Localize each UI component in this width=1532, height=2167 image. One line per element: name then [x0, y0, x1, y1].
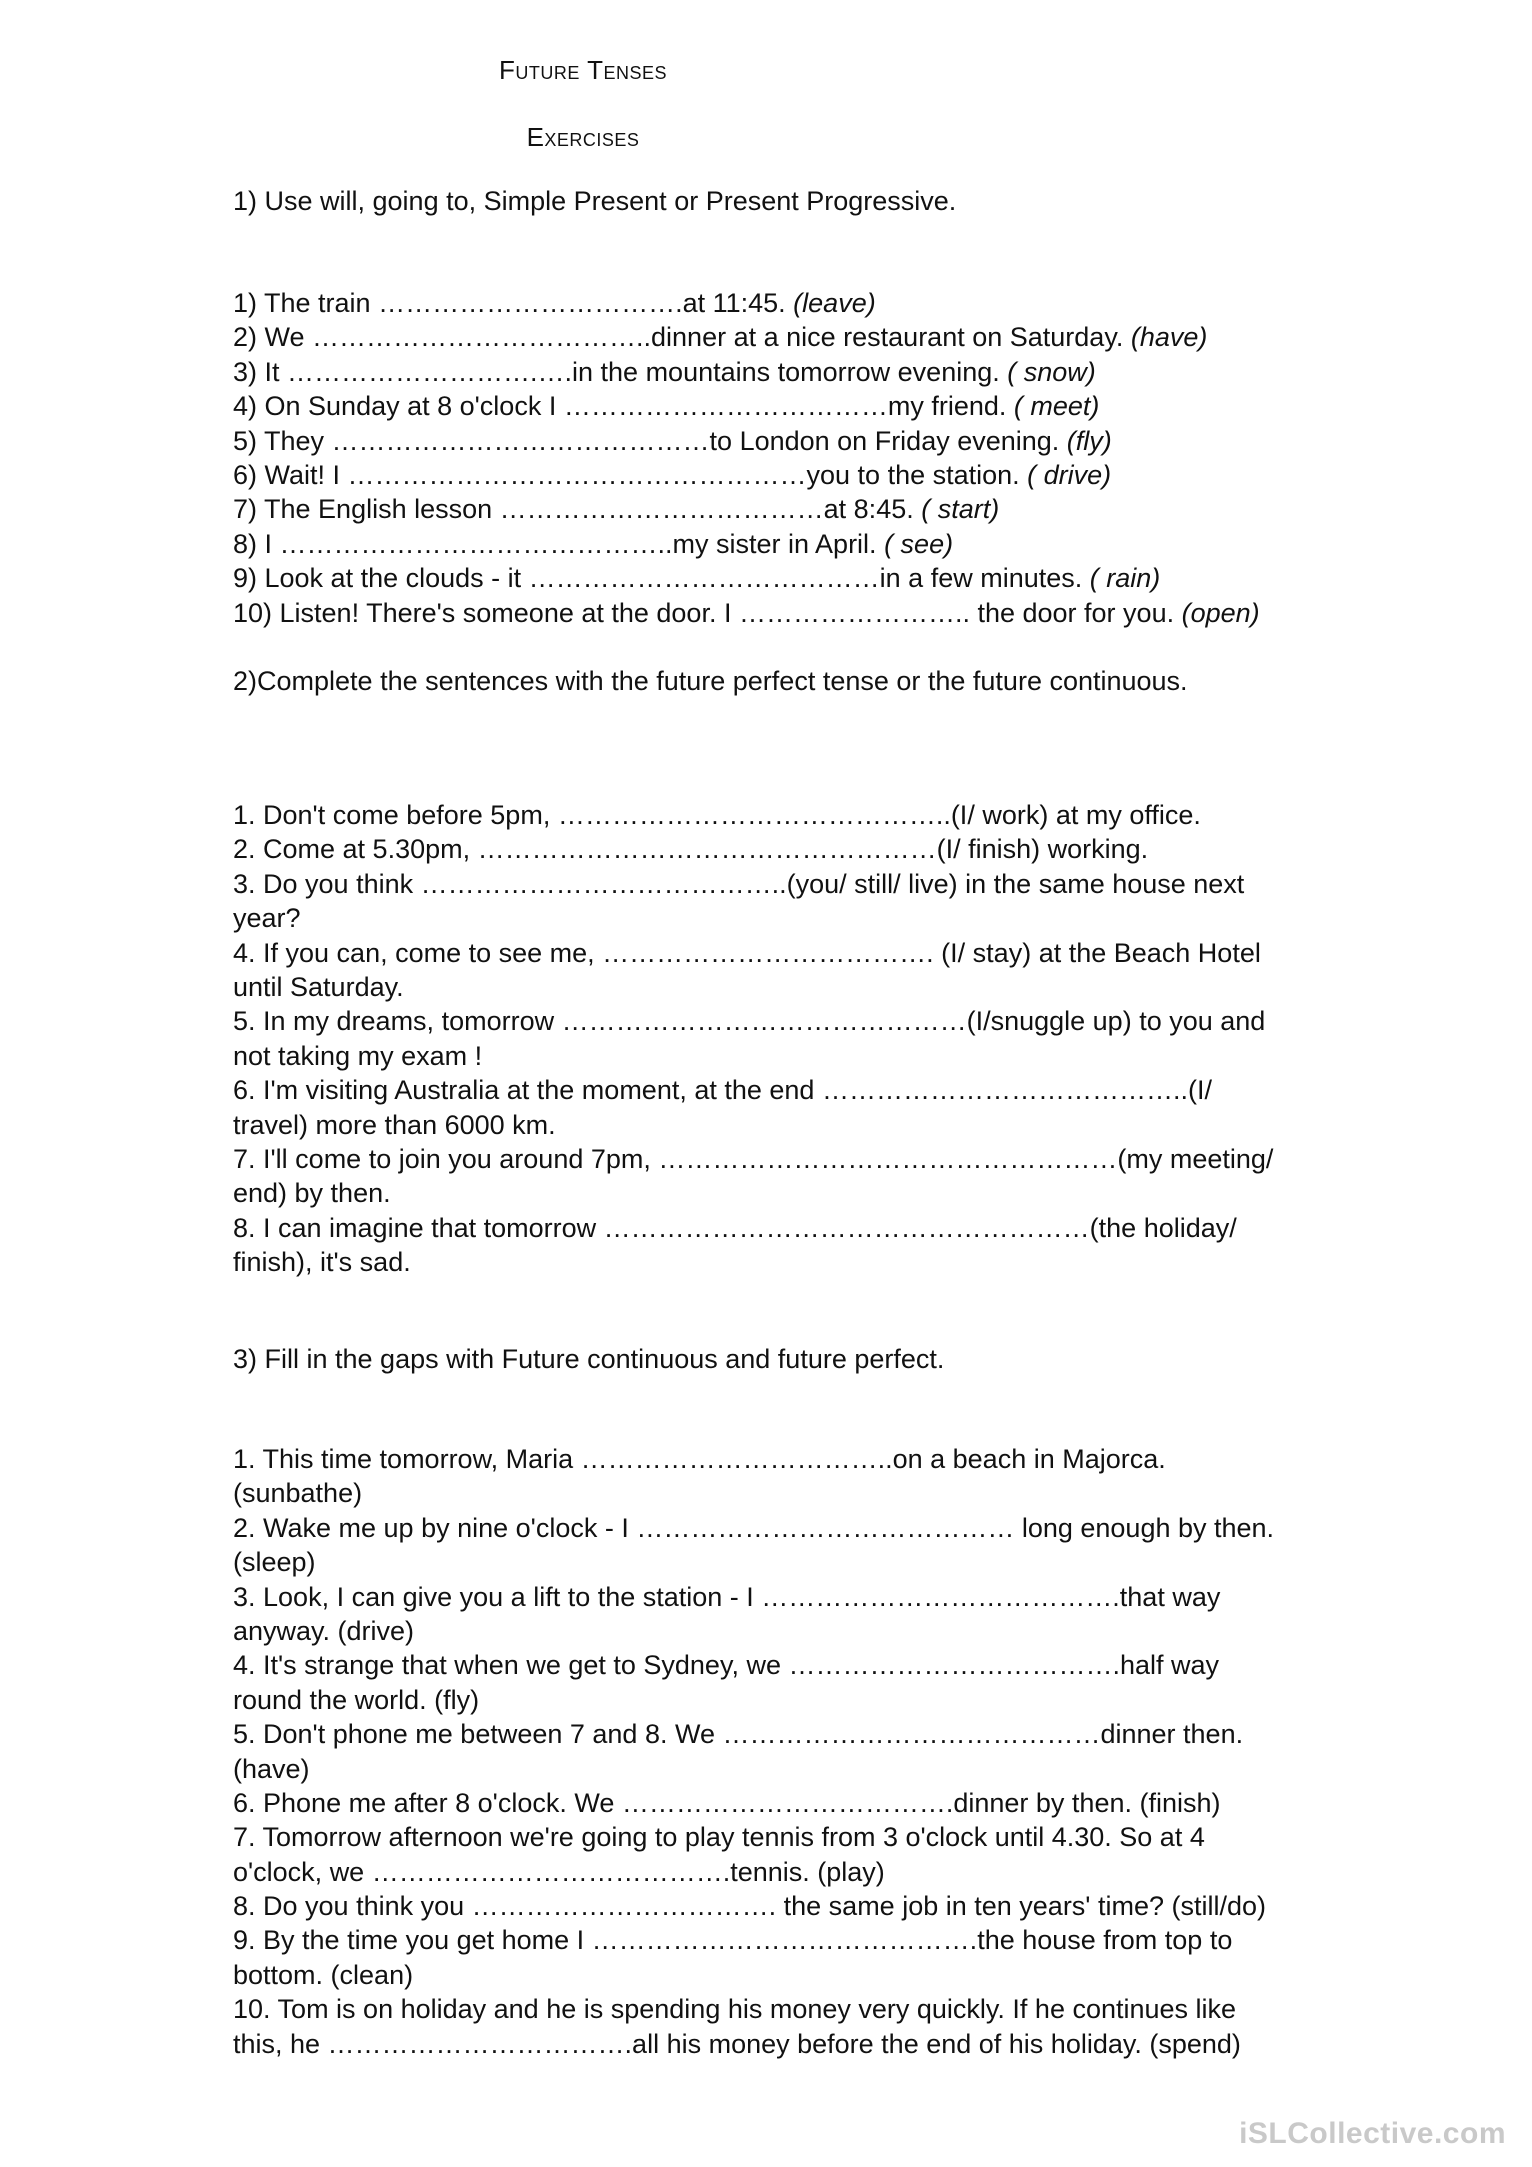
verb-hint: ( start) [921, 494, 1000, 525]
section3-line: (sunbathe) [233, 1478, 363, 1509]
section3-line: 3. Look, I can give you a lift to the station - I ………………………………….that way [233, 1581, 1221, 1612]
section2-line: 5. In my dreams, tomorrow ………………………………………(I/snuggle up) to you and [233, 1006, 1266, 1037]
verb-hint: (open) [1181, 597, 1260, 628]
section3-line: bottom. (clean) [233, 1959, 414, 1990]
section2-line: 3. Do you think …………………………………..(you/ still/ live) in the same house next [233, 868, 1245, 899]
section1-list [233, 286, 1260, 630]
section2-line: 2. Come at 5.30pm, ……………………………………………(I/ finish) working. [233, 834, 1149, 865]
section1-item: 8) I ……………………………………..my sister in April. ( see) [233, 528, 954, 559]
section1-item: 1) The train …………………………….at 11:45. (leave) [233, 288, 876, 318]
section3-line: 1. This time tomorrow, Maria ……………………………..on a beach in Majorca. [233, 1444, 1166, 1474]
section1-item: 5) They ……………………………………to London on Friday evening. (fly) [233, 425, 1112, 456]
section2-line: year? [233, 903, 301, 934]
section1-item: 10) Listen! There's someone at the door. I …………………….. the door for you. (open) [233, 597, 1260, 628]
verb-hint: (fly) [1066, 425, 1112, 456]
section3-line: (have) [233, 1753, 310, 1784]
verb-hint: (have) [1130, 322, 1208, 353]
section1-instruction: 1) Use will, going to, Simple Present or Present Progressive. [233, 186, 957, 216]
section2-line: travel) more than 6000 km. [233, 1109, 556, 1140]
verb-hint: ( snow) [1007, 356, 1096, 387]
section2-line: 6. I'm visiting Australia at the moment, at the end …………………………………..(I/ [233, 1075, 1212, 1106]
verb-hint: ( drive) [1027, 459, 1112, 490]
section2-line: 7. I'll come to join you around 7pm, ……………………………………………(my meeting/ [233, 1143, 1274, 1174]
section3-line: 4. It's strange that when we get to Sydney, we ……………………………….half way [233, 1650, 1220, 1681]
section1-item: 7) The English lesson ………………………………at 8:45. ( start) [233, 494, 1000, 525]
section2-list [233, 798, 1273, 1279]
section3-line: 5. Don't phone me between 7 and 8. We ……………………………………dinner then. [233, 1719, 1244, 1750]
section1-item: 6) Wait! I ……………………………………………you to the station. ( drive) [233, 459, 1112, 490]
verb-hint: (leave) [793, 288, 876, 318]
verb-hint: ( rain) [1089, 563, 1161, 594]
section2-line: not taking my exam ! [233, 1040, 483, 1071]
page-subtitle: Exercises [526, 122, 640, 152]
section2-line: 4. If you can, come to see me, ………………………………. (I/ stay) at the Beach Hotel [233, 937, 1261, 968]
page-title: Future Tenses [498, 55, 668, 85]
section3-line: 10. Tom is on holiday and he is spending his money very quickly. If he continues like [233, 1994, 1237, 2025]
section2-line: 1. Don't come before 5pm, ……………………………………..(I/ work) at my office. [233, 800, 1201, 830]
section3-line: this, he …………………………….all his money before the end of his holiday. (spend) [233, 2028, 1241, 2059]
section3-list [233, 1442, 1274, 2061]
section3-line: o'clock, we ………………………………….tennis. (play) [233, 1856, 885, 1887]
section2-line: finish), it's sad. [233, 1247, 411, 1278]
section1-item: 4) On Sunday at 8 o'clock I ………………………………my friend. ( meet) [233, 391, 1100, 422]
section3-line: round the world. (fly) [233, 1684, 480, 1715]
section3-line: 2. Wake me up by nine o'clock - I …………………………………… long enough by then. [233, 1512, 1275, 1543]
section3-line: anyway. (drive) [233, 1615, 415, 1646]
section3-line: 9. By the time you get home I …………………………………….the house from top to [233, 1925, 1233, 1956]
section3-line: 8. Do you think you ……………………………. the same job in ten years' time? (still/do) [233, 1891, 1267, 1922]
section1-item: 9) Look at the clouds - it …………………………………in a few minutes. ( rain) [233, 563, 1161, 594]
watermark: iSLCollective.com [1239, 2117, 1506, 2150]
section2-line: 8. I can imagine that tomorrow ………………………………………………(the holiday/ [233, 1212, 1237, 1243]
section1-item: 3) It ……………………….….in the mountains tomorrow evening. ( snow) [233, 356, 1096, 387]
section3-line: 7. Tomorrow afternoon we're going to play tennis from 3 o'clock until 4.30. So at 4 [233, 1822, 1205, 1853]
section3-line: 6. Phone me after 8 o'clock. We ……………………………….dinner by then. (finish) [233, 1787, 1221, 1818]
verb-hint: ( meet) [1013, 391, 1100, 422]
section2-instruction: 2)Complete the sentences with the future perfect tense or the future continuous. [233, 666, 1188, 696]
section3-line: (sleep) [233, 1547, 316, 1578]
section3-instruction: 3) Fill in the gaps with Future continuous and future perfect. [233, 1344, 945, 1374]
section1-item: 2) We ………………………………..dinner at a nice restaurant on Saturday. (have) [233, 322, 1208, 353]
section2-line: until Saturday. [233, 971, 404, 1002]
verb-hint: ( see) [884, 528, 954, 559]
section2-line: end) by then. [233, 1178, 391, 1209]
